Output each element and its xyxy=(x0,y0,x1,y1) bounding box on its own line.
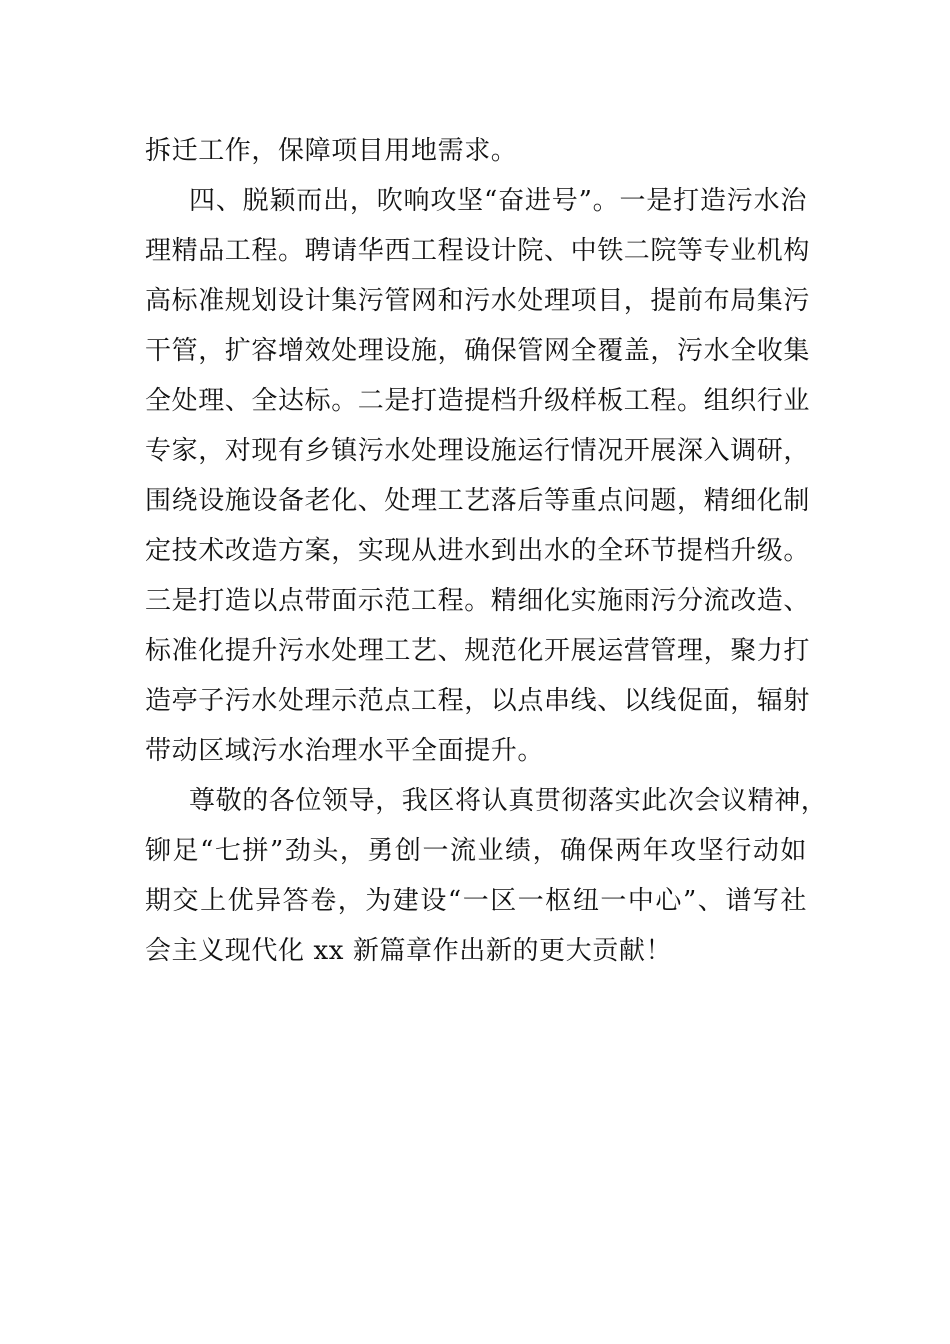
text-line: 会主义现代化 xx 新篇章作出新的更大贡献！ xyxy=(145,936,673,966)
text-line: 期交上优异答卷，为建设“一区一枢纽一中心”、谱写社 xyxy=(145,886,807,916)
text-line: 带动区域污水治理水平全面提升。 xyxy=(145,736,545,766)
text-line: 围绕设施设备老化、处理工艺落后等重点问题，精细化制 xyxy=(145,486,811,516)
text-line: 三是打造以点带面示范工程。精细化实施雨污分流改造、 xyxy=(145,586,811,616)
text-line: 铆足“七拼”劲头，勇创一流业绩，确保两年攻坚行动如 xyxy=(145,836,807,866)
text-line: 专家，对现有乡镇污水处理设施运行情况开展深入调研， xyxy=(145,436,811,466)
text-line: 理精品工程。聘请华西工程设计院、中铁二院等专业机构 xyxy=(145,236,811,266)
text-line: 高标准规划设计集污管网和污水处理项目，提前布局集污 xyxy=(145,286,811,316)
text-line: 定技术改造方案，实现从进水到出水的全环节提档升级。 xyxy=(145,536,811,566)
text-line: 干管，扩容增效处理设施，确保管网全覆盖，污水全收集 xyxy=(145,336,811,366)
text-line: 标准化提升污水处理工艺、规范化开展运营管理，聚力打 xyxy=(145,636,811,666)
text-line: 全处理、全达标。二是打造提档升级样板工程。组织行业 xyxy=(145,386,811,416)
text-line: 拆迁工作，保障项目用地需求。 xyxy=(145,136,518,166)
text-line: 造亭子污水处理示范点工程，以点串线、以线促面，辐射 xyxy=(145,686,811,716)
document-body xyxy=(145,126,828,976)
text-line: 四、脱颖而出，吹响攻坚“奋进号”。一是打造污水治 xyxy=(189,186,808,216)
text-line: 尊敬的各位领导，我区将认真贯彻落实此次会议精神， xyxy=(189,786,828,816)
